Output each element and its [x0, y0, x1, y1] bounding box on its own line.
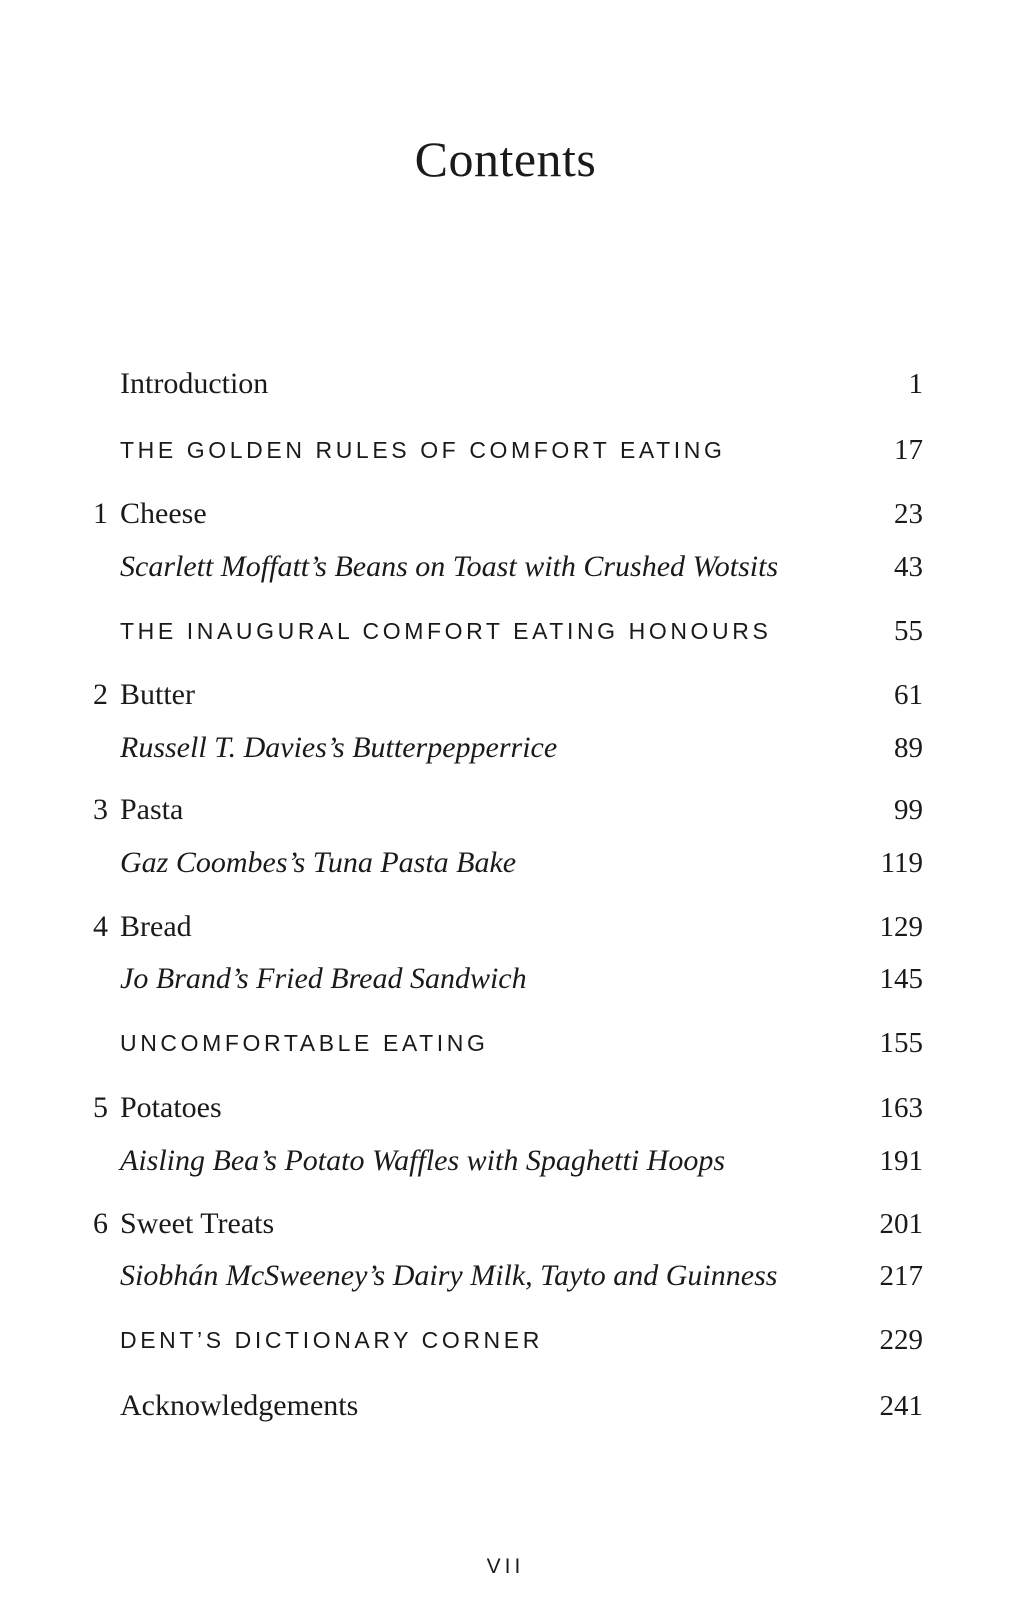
entry-title: Potatoes — [120, 1091, 222, 1124]
page-number: 23 — [894, 498, 923, 530]
toc-entry-recipe-coombes[interactable] — [0, 841, 1011, 885]
page-number: 145 — [879, 963, 923, 995]
chapter-number: 1 — [93, 497, 108, 530]
entry-title: Aisling Bea’s Potato Waffles with Spaghetti Hoops — [120, 1144, 726, 1177]
toc-entry-recipe-mcsweeney[interactable] — [0, 1254, 1011, 1298]
entry-title: THE GOLDEN RULES OF COMFORT EATING — [120, 437, 726, 463]
entry-title: Bread — [120, 910, 192, 943]
entry-title: THE INAUGURAL COMFORT EATING HONOURS — [120, 618, 772, 644]
toc-entry-pasta[interactable] — [0, 788, 1011, 832]
toc-entry-butter[interactable] — [0, 673, 1011, 717]
entry-title: Sweet Treats — [120, 1207, 275, 1240]
entry-title: Siobhán McSweeney’s Dairy Milk, Tayto and Guinness — [120, 1259, 778, 1292]
page-number: 129 — [879, 911, 923, 943]
page-number: 1 — [908, 368, 923, 400]
page-number: 191 — [879, 1145, 923, 1177]
page-number: 43 — [894, 551, 923, 583]
page-number: 17 — [894, 434, 923, 466]
page-number: 241 — [879, 1390, 923, 1422]
entry-title: Gaz Coombes’s Tuna Pasta Bake — [120, 846, 517, 879]
page-number: 89 — [894, 732, 923, 764]
entry-title: Pasta — [120, 793, 184, 826]
entry-title: Jo Brand’s Fried Bread Sandwich — [120, 962, 527, 995]
page-folio: VII — [486, 1555, 525, 1578]
page-number: 61 — [894, 679, 923, 711]
toc-entry-bread[interactable] — [0, 905, 1011, 949]
page-title: Contents — [414, 131, 597, 187]
page-number: 201 — [879, 1208, 923, 1240]
page-number: 99 — [894, 794, 923, 826]
entry-title: Cheese — [120, 497, 207, 530]
chapter-number: 2 — [93, 678, 108, 711]
toc-entry-sweet-treats[interactable] — [0, 1202, 1011, 1246]
toc-entry-golden-rules[interactable] — [0, 428, 1011, 472]
page-number: 163 — [879, 1092, 923, 1124]
toc-entry-cheese[interactable] — [0, 492, 1011, 536]
entry-title: DENT’S DICTIONARY CORNER — [120, 1327, 543, 1353]
entry-title: Scarlett Moffatt’s Beans on Toast with Crushed Wotsits — [120, 550, 779, 583]
entry-title: Butter — [120, 678, 195, 711]
page-number: 217 — [879, 1260, 923, 1292]
chapter-number: 6 — [93, 1207, 108, 1240]
toc-entry-potatoes[interactable] — [0, 1086, 1011, 1130]
page-number: 155 — [879, 1027, 923, 1059]
toc-entry-recipe-bea[interactable] — [0, 1139, 1011, 1183]
entry-title: Acknowledgements — [120, 1389, 359, 1422]
toc-entry-dictionary-corner[interactable] — [0, 1318, 1011, 1362]
toc-entry-honours[interactable] — [0, 609, 1011, 653]
chapter-number: 5 — [93, 1091, 108, 1124]
chapter-number: 4 — [93, 910, 108, 943]
page-number: 229 — [879, 1324, 923, 1356]
toc-entry-uncomfortable-eating[interactable] — [0, 1021, 1011, 1065]
toc-entry-recipe-moffatt[interactable] — [0, 545, 1011, 589]
chapter-number: 3 — [93, 793, 108, 826]
entry-title: Introduction — [120, 367, 269, 400]
toc-entry-recipe-brand[interactable] — [0, 957, 1011, 1001]
page-number: 119 — [880, 847, 923, 879]
entry-title: Russell T. Davies’s Butterpepperrice — [120, 731, 558, 764]
toc-entry-introduction[interactable] — [0, 362, 1011, 406]
page-number: 55 — [894, 615, 923, 647]
entry-title: UNCOMFORTABLE EATING — [120, 1030, 489, 1056]
toc-entry-recipe-davies[interactable] — [0, 726, 1011, 770]
toc-entry-acknowledgements[interactable] — [0, 1384, 1011, 1428]
